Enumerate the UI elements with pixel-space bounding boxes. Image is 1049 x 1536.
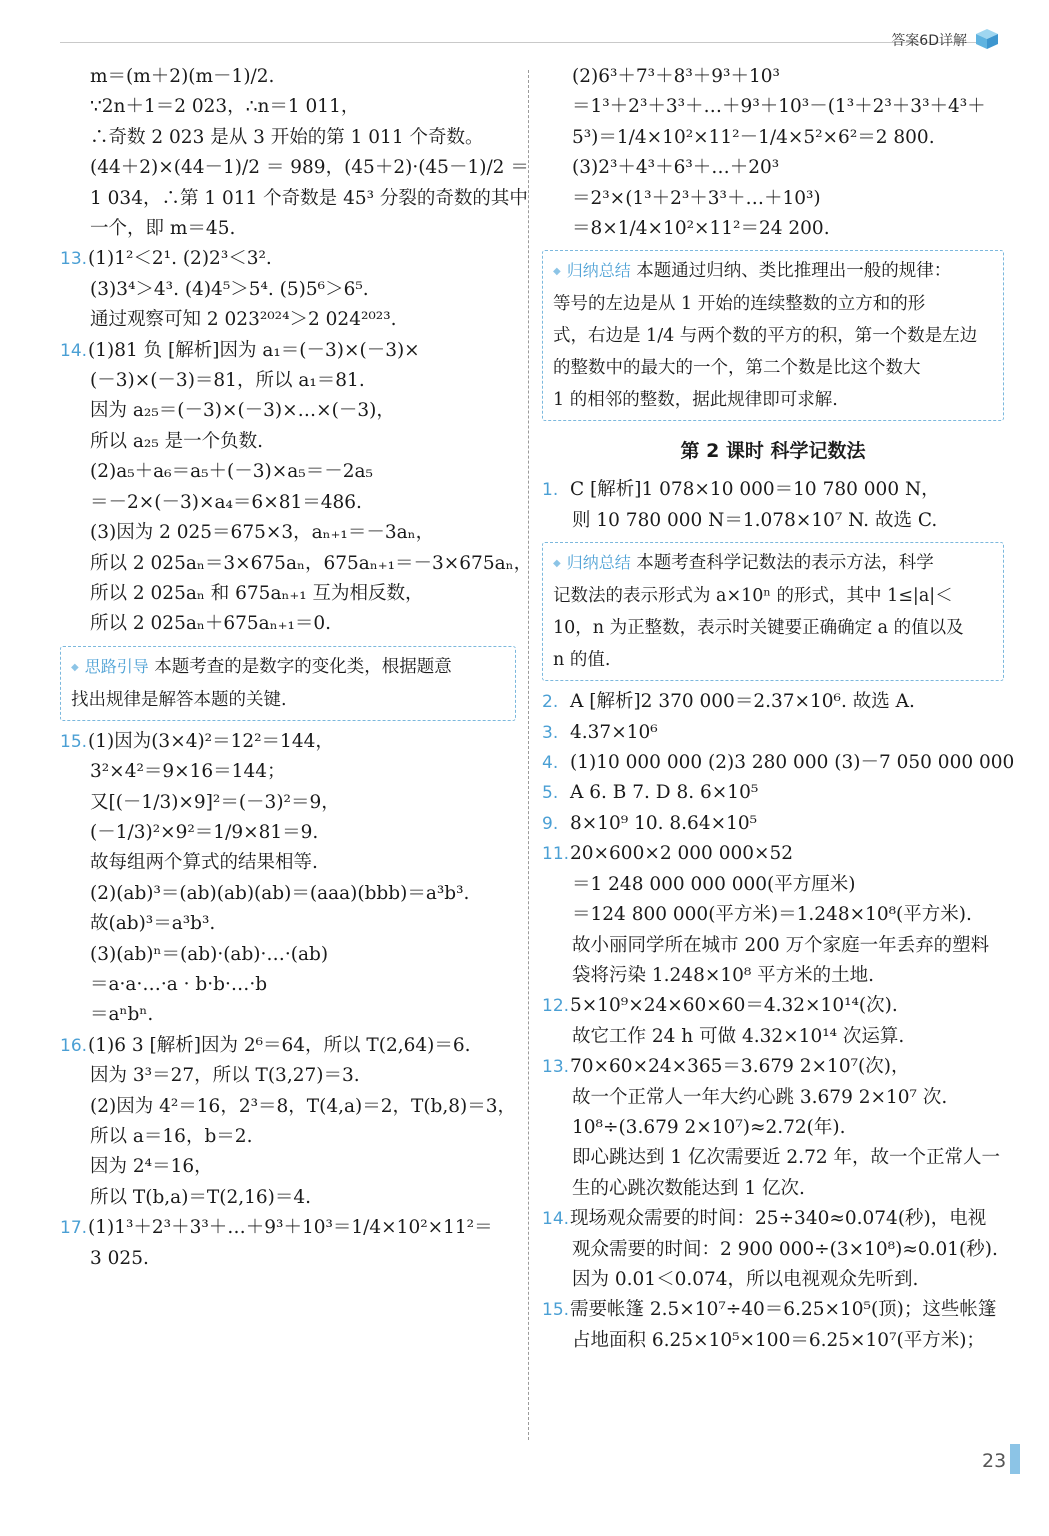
answer-text: 5³)＝1/4×10²×11²－1/4×5²×6²＝2 800. bbox=[572, 126, 935, 148]
answer-line bbox=[60, 1122, 516, 1152]
answer-line bbox=[542, 1022, 1004, 1052]
tip-box bbox=[60, 646, 516, 721]
summary-box-line: n 的值. bbox=[553, 650, 611, 671]
question-number: 11. bbox=[542, 844, 570, 865]
question-number: 17. bbox=[60, 1218, 88, 1239]
answer-line bbox=[60, 62, 516, 92]
answer-text: 所以 a＝16，b＝2. bbox=[90, 1126, 253, 1147]
answer-text: (2)因为 4²＝16，2³＝8，T(4,a)＝2，T(b,8)＝3， bbox=[90, 1095, 517, 1117]
answer-text: ＝a·a·…·a · b·b·…·b bbox=[90, 973, 268, 995]
answer-text: ＝124 800 000(平方米)＝1.248×10⁸(平方米). bbox=[572, 904, 972, 926]
answer-text: 所以 2 025aₙ＋675aₙ₊₁＝0. bbox=[90, 613, 332, 635]
summary-box-line: 1 的相邻的整数，据此规律即可求解. bbox=[553, 390, 838, 411]
answer-text: (－3)×(－3)＝81，所以 a₁＝81. bbox=[90, 370, 365, 392]
summary-box-line: 10，n 为正整数，表示时关键要正确确定 a 的值以及 bbox=[553, 618, 964, 639]
answer-line bbox=[60, 396, 516, 426]
summary-box-line: 式，右边是 1/4 与两个数的平方的积，第一个数是左边 bbox=[553, 326, 978, 347]
header-rule bbox=[60, 42, 990, 43]
left-lines-2 bbox=[60, 727, 516, 1274]
answer-text: 则 10 780 000 N＝1.078×10⁷ N. 故选 C. bbox=[572, 509, 938, 531]
answer-text: (44＋2)×(44－1)/2 ＝ 989，(45＋2)·(45－1)/2 ＝ bbox=[90, 157, 529, 179]
question-number: 12. bbox=[542, 996, 570, 1017]
answer-line bbox=[542, 778, 1004, 808]
answer-text: 即心跳达到 1 亿次需要近 2.72 年，故一个正常人一 bbox=[572, 1147, 1000, 1169]
answer-text: (1)1²＜2¹. (2)2³＜3². bbox=[88, 248, 272, 270]
answer-text: 需要帐篷 2.5×10⁷÷40＝6.25×10⁵(顶)；这些帐篷 bbox=[570, 1299, 997, 1321]
answer-line bbox=[60, 1183, 516, 1213]
answer-line bbox=[542, 718, 1004, 748]
answer-text: 所以 2 025aₙ＝3×675aₙ，675aₙ₊₁＝－3×675aₙ， bbox=[90, 552, 533, 574]
answer-line bbox=[60, 940, 516, 970]
answer-text: C [解析]1 078×10 000＝10 780 000 N， bbox=[570, 479, 940, 501]
answer-text: ＝1 248 000 000 000(平方厘米) bbox=[572, 873, 856, 895]
question-number: 1. bbox=[542, 480, 559, 501]
answer-line bbox=[542, 214, 1004, 244]
answer-line bbox=[60, 123, 516, 153]
answer-line bbox=[542, 931, 1004, 961]
summary-box-line: 记数法的表示形式为 a×10ⁿ 的形式，其中 1≤|a|＜ bbox=[553, 586, 953, 607]
section-title: 第 2 课时 科学记数法 bbox=[680, 440, 866, 463]
answer-text: 因为 a₂₅＝(－3)×(－3)×…×(－3)， bbox=[90, 400, 395, 422]
tip-box-line: 找出规律是解答本题的关键. bbox=[71, 689, 287, 710]
answer-text: (1)因为(3×4)²＝12²＝144， bbox=[88, 730, 334, 752]
answer-text: 5×10⁹×24×60×60＝4.32×10¹⁴(次). bbox=[570, 995, 898, 1017]
answer-text: ＝8×1/4×10²×11²＝24 200. bbox=[572, 218, 830, 240]
question-number: 13. bbox=[542, 1057, 570, 1078]
answer-line bbox=[542, 153, 1004, 183]
cube-logo-icon bbox=[975, 28, 999, 50]
answer-text: 20×600×2 000 000×52 bbox=[570, 843, 794, 865]
answer-line bbox=[60, 275, 516, 305]
answer-text: ＝aⁿbⁿ. bbox=[90, 1004, 154, 1026]
answer-text: A [解析]2 370 000＝2.37×10⁶. 故选 A. bbox=[570, 691, 915, 713]
answer-line bbox=[60, 848, 516, 878]
answer-text: 占地面积 6.25×10⁵×100＝6.25×10⁷(平方米)； bbox=[572, 1329, 985, 1351]
answer-line bbox=[60, 1092, 516, 1122]
answer-line bbox=[60, 153, 529, 183]
header-title: 答案6D详解 bbox=[891, 33, 967, 49]
answer-line bbox=[542, 506, 1004, 536]
answer-line bbox=[60, 579, 516, 609]
footer-accent-bar bbox=[1010, 1444, 1020, 1474]
page-number: 23 bbox=[982, 1450, 1007, 1472]
answer-text: 观众需要的时间：2 900 000÷(3×10⁸)≈0.01(秒). bbox=[572, 1238, 998, 1260]
answer-line bbox=[60, 727, 516, 757]
answer-line bbox=[542, 961, 1004, 991]
answer-line bbox=[60, 757, 516, 787]
question-number: 9. bbox=[542, 813, 559, 834]
summary-box-line: 等号的左边是从 1 开始的连续整数的立方和的形 bbox=[553, 294, 926, 315]
answer-text: 因为 0.01＜0.074，所以电视观众先听到. bbox=[572, 1268, 919, 1290]
answer-line bbox=[542, 687, 1004, 717]
answer-line bbox=[542, 1113, 1004, 1143]
answer-line bbox=[542, 809, 1004, 839]
summary-box-line: 的整数中的最大的一个，第二个数是比这个数大 bbox=[553, 358, 921, 379]
answer-text: ＝－2×(－3)×a₄＝6×81＝486. bbox=[90, 491, 362, 513]
question-number: 4. bbox=[542, 753, 559, 774]
answer-text: 3 025. bbox=[90, 1247, 149, 1269]
answer-line bbox=[60, 518, 516, 548]
left-column bbox=[60, 62, 533, 1274]
answer-text: ＝2³×(1³＋2³＋3³＋…＋10³) bbox=[572, 187, 821, 209]
tip-box-line: 本题考查的是数字的变化类，根据题意 bbox=[154, 656, 452, 677]
answer-line bbox=[542, 870, 1004, 900]
column-divider bbox=[528, 70, 529, 1440]
answer-line bbox=[60, 788, 516, 818]
answer-line bbox=[542, 1174, 1004, 1204]
answer-text: (3)2³＋4³＋6³＋…＋20³ bbox=[572, 157, 780, 179]
question-number: 15. bbox=[542, 1300, 570, 1321]
answer-text: 因为 3³＝27，所以 T(3,27)＝3. bbox=[90, 1065, 360, 1087]
answer-line bbox=[60, 366, 516, 396]
answer-text: (1)1³＋2³＋3³＋…＋9³＋10³＝1/4×10²×11²＝ bbox=[88, 1217, 493, 1239]
answer-text: 故(ab)³＝a³b³. bbox=[90, 913, 216, 935]
right-lines bbox=[542, 62, 1004, 244]
answer-text: 4.37×10⁶ bbox=[570, 721, 658, 743]
answer-line bbox=[60, 1152, 516, 1182]
answer-line bbox=[60, 184, 528, 214]
answer-text: 1 034，∴第 1 011 个奇数是 45³ 分裂的奇数的其中 bbox=[90, 187, 528, 209]
answer-line bbox=[542, 1326, 1004, 1356]
answer-text: m＝(m＋2)(m－1)/2. bbox=[90, 66, 275, 87]
answer-text: 3²×4²＝9×16＝144； bbox=[90, 761, 286, 783]
answer-line bbox=[60, 427, 516, 457]
answer-text: 因为 2⁴＝16， bbox=[90, 1156, 213, 1178]
answer-text: (1)81 负 [解析]因为 a₁＝(－3)×(－3)× bbox=[88, 339, 420, 361]
tip-box-title: ◆ 思路引导 bbox=[71, 657, 149, 676]
answer-line bbox=[542, 92, 1004, 122]
answer-text: ∵2n＋1＝2 023，∴n＝1 011， bbox=[90, 96, 360, 118]
answer-text: 生的心跳次数能达到 1 亿次. bbox=[572, 1177, 805, 1199]
answer-text: 70×60×24×365＝3.679 2×10⁷(次)， bbox=[570, 1056, 910, 1078]
answer-text: 所以 2 025aₙ 和 675aₙ₊₁ 互为相反数， bbox=[90, 582, 424, 604]
answer-text: 故它工作 24 h 可做 4.32×10¹⁴ 次运算. bbox=[572, 1025, 905, 1047]
answer-text: 所以 T(b,a)＝T(2,16)＝4. bbox=[90, 1186, 312, 1208]
answer-line bbox=[542, 1083, 1004, 1113]
question-number: 3. bbox=[542, 722, 559, 743]
answer-text: 故小丽同学所在城市 200 万个家庭一年丢弃的塑料 bbox=[572, 934, 990, 956]
answer-text: A 6. B 7. D 8. 6×10⁵ bbox=[570, 782, 759, 804]
answer-text: 又[(－1/3)×9]²＝(－3)²＝9， bbox=[90, 791, 340, 813]
summary-box-title: ◆ 归纳总结 bbox=[553, 261, 631, 280]
summary-box-1 bbox=[542, 250, 1004, 421]
answer-line bbox=[542, 123, 1004, 153]
answer-line bbox=[60, 244, 516, 274]
answer-line bbox=[60, 92, 516, 122]
right-column bbox=[542, 62, 1015, 1356]
answer-line bbox=[542, 1295, 1004, 1325]
answer-line bbox=[60, 549, 533, 579]
answer-line bbox=[60, 1244, 516, 1274]
answer-line bbox=[60, 488, 516, 518]
right-lines-2 bbox=[542, 475, 1004, 536]
answer-text: (3)3⁴＞4³. (4)4⁵＞5⁴. (5)5⁶＞6⁵. bbox=[90, 278, 369, 300]
answer-line bbox=[542, 1052, 1004, 1082]
answer-text: (1)6 3 [解析]因为 2⁶＝64，所以 T(2,64)＝6. bbox=[88, 1034, 471, 1056]
answer-text: ∴奇数 2 023 是从 3 开始的第 1 011 个奇数。 bbox=[90, 126, 484, 148]
answer-text: (2)6³＋7³＋8³＋9³＋10³ bbox=[572, 66, 780, 87]
answer-line bbox=[542, 62, 1004, 92]
answer-text: 袋将污染 1.248×10⁸ 平方米的土地. bbox=[572, 964, 875, 986]
question-number: 16. bbox=[60, 1035, 88, 1056]
answer-line bbox=[60, 305, 516, 335]
answer-text: 故每组两个算式的结果相等. bbox=[90, 852, 318, 874]
answer-line bbox=[542, 900, 1004, 930]
answer-line bbox=[60, 457, 516, 487]
right-lines-3 bbox=[542, 687, 1015, 1356]
answer-line bbox=[542, 1235, 1004, 1265]
answer-text: 一个，即 m＝45. bbox=[90, 218, 236, 240]
answer-line bbox=[542, 839, 1004, 869]
answer-line bbox=[60, 818, 516, 848]
answer-line bbox=[60, 1000, 516, 1030]
answer-line bbox=[542, 1204, 1004, 1234]
answer-line bbox=[542, 1143, 1004, 1173]
answer-text: 10⁸÷(3.679 2×10⁷)≈2.72(年). bbox=[572, 1116, 846, 1138]
answer-line bbox=[542, 184, 1004, 214]
answer-line bbox=[60, 214, 516, 244]
answer-line bbox=[60, 609, 516, 639]
answer-line bbox=[60, 1213, 516, 1243]
answer-text: (3)(ab)ⁿ＝(ab)·(ab)·…·(ab) bbox=[90, 943, 329, 965]
answer-text: 现场观众需要的时间：25÷340≈0.074(秒)，电视 bbox=[570, 1208, 987, 1230]
answer-text: (1)10 000 000 (2)3 280 000 (3)－7 050 000 000 bbox=[570, 752, 1015, 774]
summary-box-line: 本题考查科学记数法的表示方法，科学 bbox=[636, 553, 934, 574]
question-number: 13. bbox=[60, 249, 88, 270]
answer-text: (2)(ab)³＝(ab)(ab)(ab)＝(aaa)(bbb)＝a³b³. bbox=[90, 882, 470, 904]
answer-line bbox=[60, 336, 516, 366]
question-number: 14. bbox=[60, 340, 88, 361]
answer-text: ＝1³＋2³＋3³＋…＋9³＋10³－(1³＋2³＋3³＋4³＋ bbox=[572, 96, 986, 118]
question-number: 15. bbox=[60, 731, 88, 752]
answer-text: 通过观察可知 2 023²⁰²⁴＞2 024²⁰²³. bbox=[90, 309, 397, 331]
question-number: 5. bbox=[542, 783, 559, 804]
answer-text: 故一个正常人一年大约心跳 3.679 2×10⁷ 次. bbox=[572, 1086, 948, 1108]
answer-text: (2)a₅＋a₆＝a₅＋(－3)×a₅＝－2a₅ bbox=[90, 461, 373, 483]
answer-line bbox=[60, 909, 516, 939]
answer-text: (3)因为 2 025＝675×3，aₙ₊₁＝－3aₙ， bbox=[90, 522, 435, 544]
answer-text: 所以 a₂₅ 是一个负数. bbox=[90, 430, 264, 452]
answer-line bbox=[60, 970, 516, 1000]
answer-line bbox=[542, 1265, 1004, 1295]
left-lines bbox=[60, 62, 533, 640]
summary-box-line: 本题通过归纳、类比推理出一般的规律： bbox=[636, 261, 952, 282]
summary-box-title: ◆ 归纳总结 bbox=[553, 553, 631, 572]
question-number: 14. bbox=[542, 1209, 570, 1230]
answer-text: 8×10⁹ 10. 8.64×10⁵ bbox=[570, 812, 758, 834]
answer-line bbox=[542, 475, 1004, 505]
answer-line bbox=[542, 991, 1004, 1021]
answer-line bbox=[60, 879, 516, 909]
answer-text: (－1/3)²×9²＝1/9×81＝9. bbox=[90, 821, 319, 843]
summary-box-2 bbox=[542, 542, 1004, 681]
answer-line bbox=[60, 1061, 516, 1091]
answer-line bbox=[542, 748, 1015, 778]
answer-line bbox=[60, 1031, 516, 1061]
question-number: 2. bbox=[542, 692, 559, 713]
